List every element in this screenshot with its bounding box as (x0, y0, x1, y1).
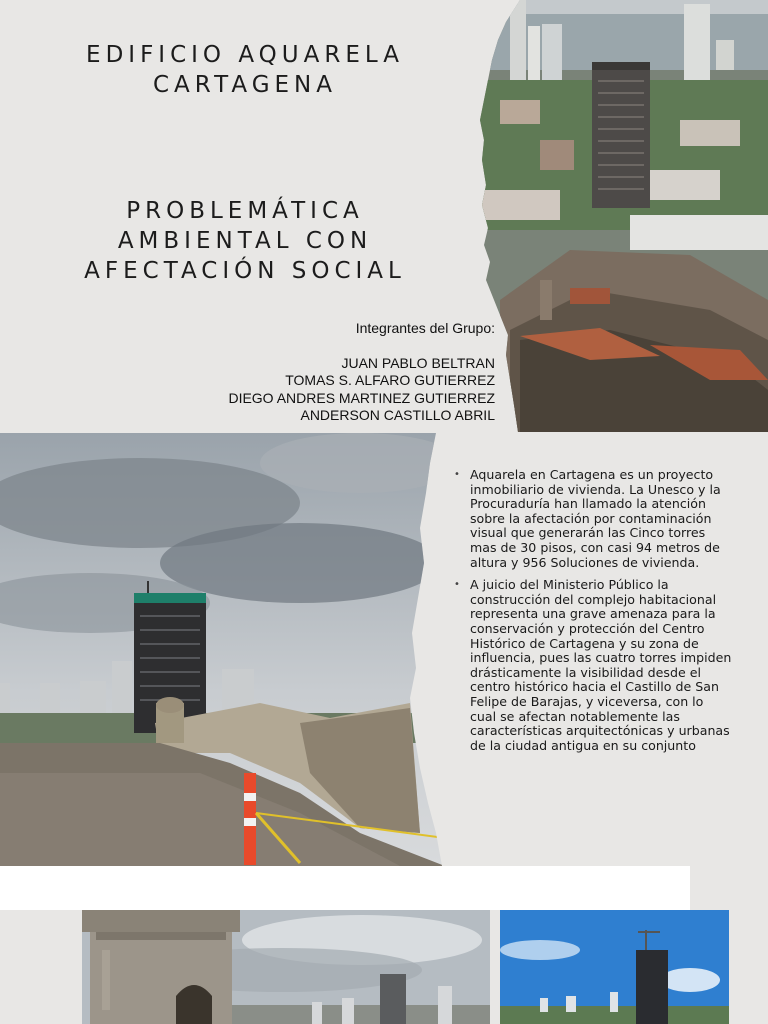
title-line-1: EDIFICIO AQUARELA (86, 42, 404, 68)
fortress-tower-photo (0, 433, 445, 866)
watchtower-photo (82, 910, 490, 1024)
member-name-2: TOMAS S. ALFARO GUTIERREZ (285, 372, 495, 388)
subtitle-block (40, 196, 450, 286)
title-block (40, 40, 450, 100)
bullet-item-2: • A juicio del Ministerio Público la construcción del complejo habitacional representa una grave amenaza para la conservación y protección del Centro Histórico de Cartagena y su zona de influencia, pues las cuatro torres impiden drásticamente la visibilidad desde el centro histórico hacia el Castillo de San Felipe de Barajas, y viceversa, con lo cual se afectan notablemente las características arquitectónicas y urbanas de la ciudad antigua en su conjunto (452, 578, 732, 753)
title-line-2: CARTAGENA (153, 72, 337, 98)
members-label: Integrantes del Grupo: (355, 320, 495, 336)
aerial-city-photo (480, 0, 768, 432)
subtitle-line-2: AMBIENTAL CON (117, 228, 373, 254)
white-divider-strip (0, 866, 690, 910)
group-members (228, 320, 495, 425)
bullet-item-1: • Aquarela en Cartagena es un proyecto inmobiliario de vivienda. La Unesco y la Procuraduría han llamado la atención sobre la afectación por contaminación visual que generarán las Cinco torres mas de 30 pisos, con casi 94 metros de altura y 956 Soluciones de vivienda. (452, 468, 732, 570)
member-name-3: DIEGO ANDRES MARTINEZ GUTIERREZ (228, 389, 495, 406)
subtitle-line-3: AFECTACIÓN SOCIAL (84, 258, 406, 284)
subtitle-line-1: PROBLEMÁTICA (126, 198, 364, 224)
member-name-1: JUAN PABLO BELTRAN (341, 354, 495, 371)
description-bullets (452, 468, 732, 761)
member-name-4: ANDERSON CASTILLO ABRIL (300, 407, 495, 423)
blue-sky-tower-photo (500, 910, 729, 1024)
